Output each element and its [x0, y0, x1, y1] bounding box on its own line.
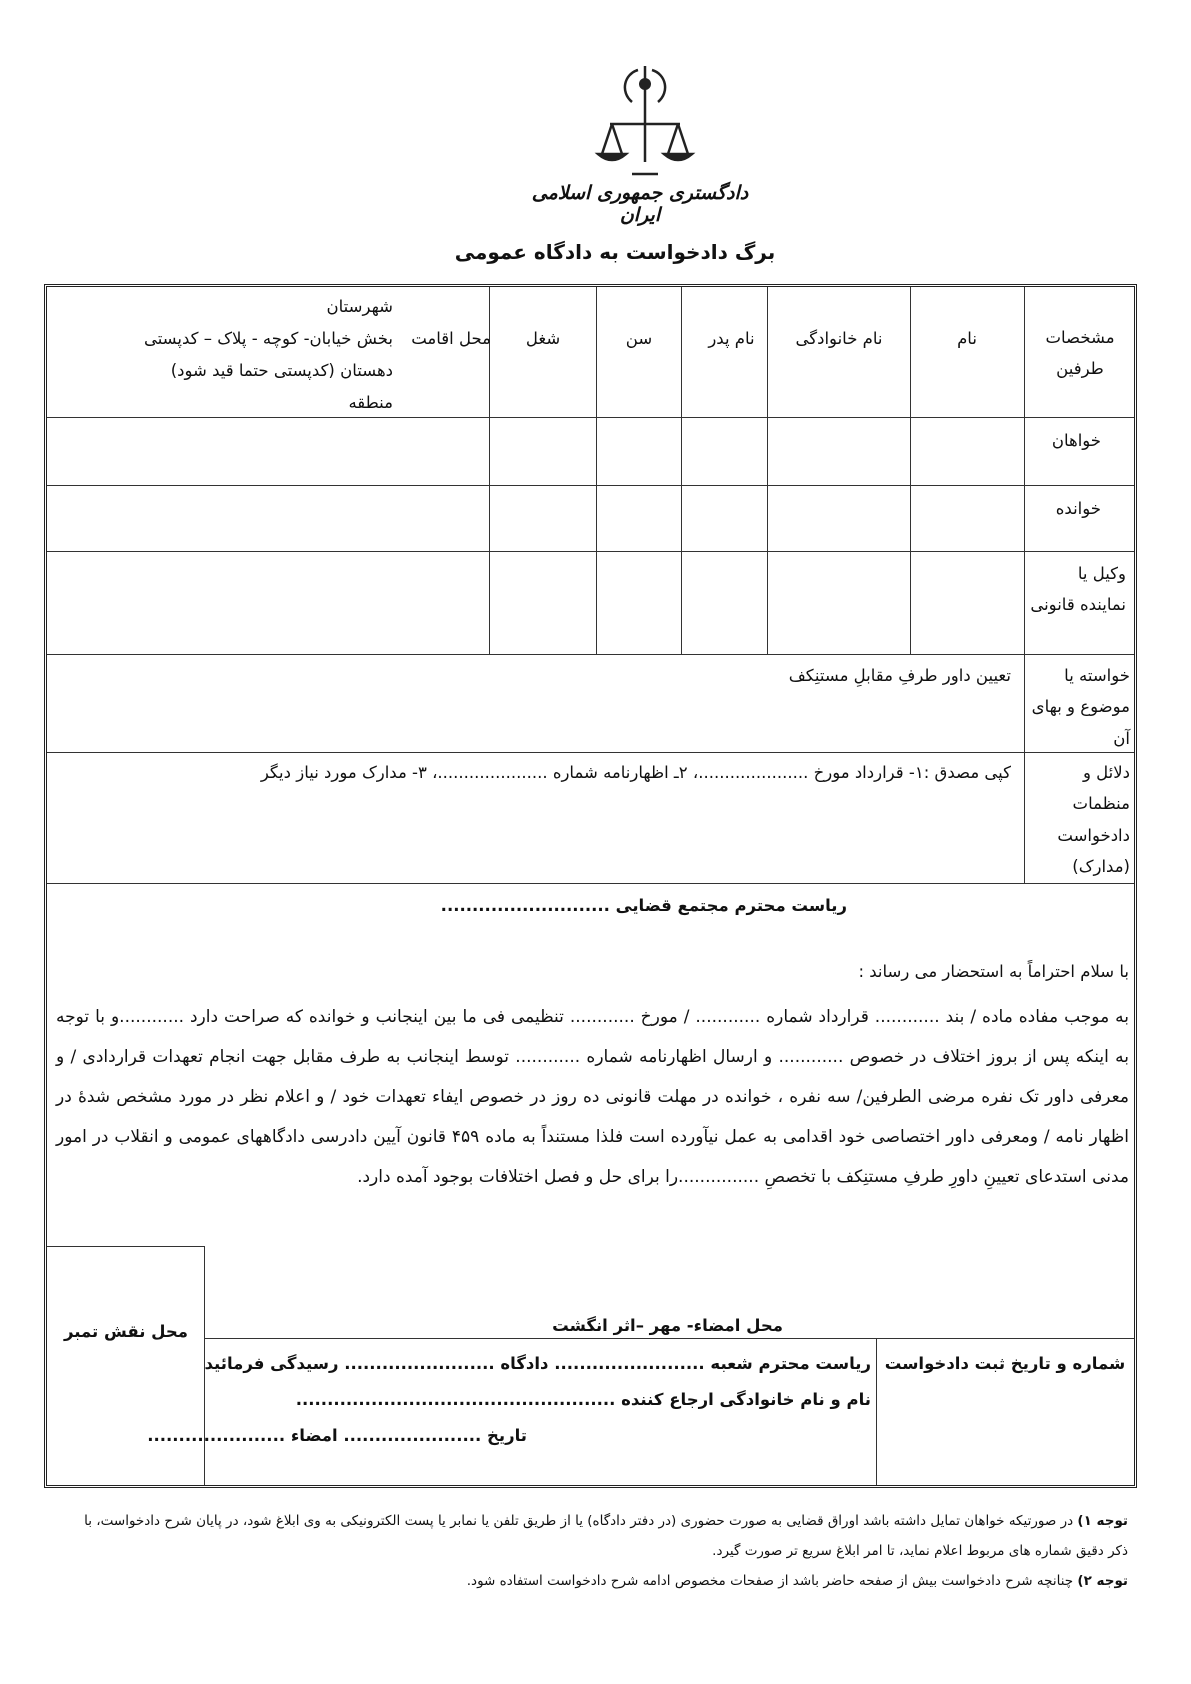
claim-value: تعیین داور طرفِ مقابلِ مستنِکف	[788, 666, 1011, 685]
note-1-text: در صورتیکه خواهان تمایل داشته باشد اوراق قضایی به صورت حضوری (در دفتر دادگاه) یا از طریق تلفن یا نمابر یا پست الکترونیکی به وی ابلاغ شود، در پایان شرح دادخواست، با ذکر دقیق شماره های مربوط اعلام نماید، تا امر ابلاغ سریع تر صورت گیرد.	[84, 1513, 1128, 1559]
evidence-value: کپی مصدق :۱- قرارداد مورخ .....................، ۲ـ اظهارنامه شماره .....................، ۳- مدارک مورد نیاز دیگر	[260, 763, 1011, 782]
residence-line-1: شهرستان	[326, 297, 393, 316]
note-2-label: توجه ۲)	[1077, 1573, 1128, 1589]
petition-greeting: با سلام احتراماً به استحضار می رساند :	[858, 962, 1129, 981]
note-1	[70, 1506, 1128, 1566]
registration-label: شماره و تاریخ ثبت دادخواست	[884, 1354, 1126, 1373]
residence-line-3: دهستان (کدپستی حتما قید شود)	[170, 361, 393, 380]
col-occupation: شغل	[525, 329, 561, 348]
evidence-label: دلائل و منظمات دادخواست (مدارک)	[1057, 763, 1130, 877]
note-2	[70, 1566, 1128, 1596]
row-defendant: خوانده	[1055, 499, 1101, 518]
col-name: نام	[957, 329, 977, 348]
referral-line-3: تاریخ ...................... امضاء ......................	[147, 1426, 527, 1445]
row-plaintiff: خواهان	[1051, 431, 1101, 450]
residence-line-2: بخش خیابان- کوچه - پلاک – کدپستی	[143, 329, 393, 348]
col-age: سن	[625, 329, 653, 348]
referral-line-2: نام و نام خانوادگی ارجاع کننده ...................................................	[295, 1390, 871, 1409]
form-frame	[44, 284, 1137, 1488]
col-residence: محل اقامت	[411, 329, 491, 348]
stamp-area: محل نقش تمبر	[64, 1322, 188, 1341]
note-1-label: توجه ۱)	[1077, 1513, 1128, 1529]
col-family-name: نام خانوادگی	[795, 329, 883, 348]
parties-header: مشخصات طرفین	[1045, 328, 1115, 379]
petition-text: به موجب مفاده ماده / بند ............ قرارداد شماره ............ / مورخ ............ تنظیمی فی ما بین اینجانب و خوانده که صراحت دارد ............و با توجه به اینکه پس از بروز اختلاف در خصوص ............ و ارسال اظهارنامه شماره ............ توسط اینجانب به طرف مقابل جهت انجام تعهدات قراردادی / و معرفی داور تک نفره مرضی الطرفین/ سه نفره ، خوانده در مهلت قانونی ده روز در خصوص ایفاء تعهدات خود / و اعلام نظر در مورد مشخص شدهٔ در اظهار نامه / ومعرفی داور اختصاصی خود اقدامی به عمل نیآورده است فلذا مستنداً به ماده ۴۵۹ قانون آیین دادرسی دادگاههای عمومی و انقلاب در امور مدنی استدعای تعیینِ داورِ طرفِ مستنِکف با تخصصِ ...............را برای حل و فصل اختلافات بوجود آمده دارد.	[56, 1007, 1129, 1187]
organization-name: دادگستری جمهوری اسلامی ایران	[531, 182, 749, 226]
referral-line-1: ریاست محترم شعبه ........................ دادگاه ........................ رسیدگی فرمائید	[204, 1354, 871, 1373]
petition-heading: ریاست محترم مجتمع قضایی ...........................	[440, 896, 847, 915]
notes	[70, 1506, 1128, 1596]
signature-area: محل امضاء- مهر –اثر انگشت	[552, 1316, 783, 1335]
petition-body	[56, 997, 1129, 1197]
col-father-name: نام پدر	[708, 329, 755, 348]
form-title: برگ دادخواست به دادگاه عمومی	[454, 240, 776, 264]
residence-line-4: منطقه	[348, 393, 393, 412]
claim-label: خواسته یا موضوع و بهای آن	[1031, 666, 1130, 748]
note-2-text: چنانچه شرح دادخواست بیش از صفحه حاضر باشد از صفحات مخصوص ادامه شرح دادخواست استفاده شود.	[466, 1573, 1078, 1589]
row-lawyer: وکیل یا نماینده قانونی	[1030, 564, 1126, 615]
judiciary-emblem	[590, 62, 700, 182]
